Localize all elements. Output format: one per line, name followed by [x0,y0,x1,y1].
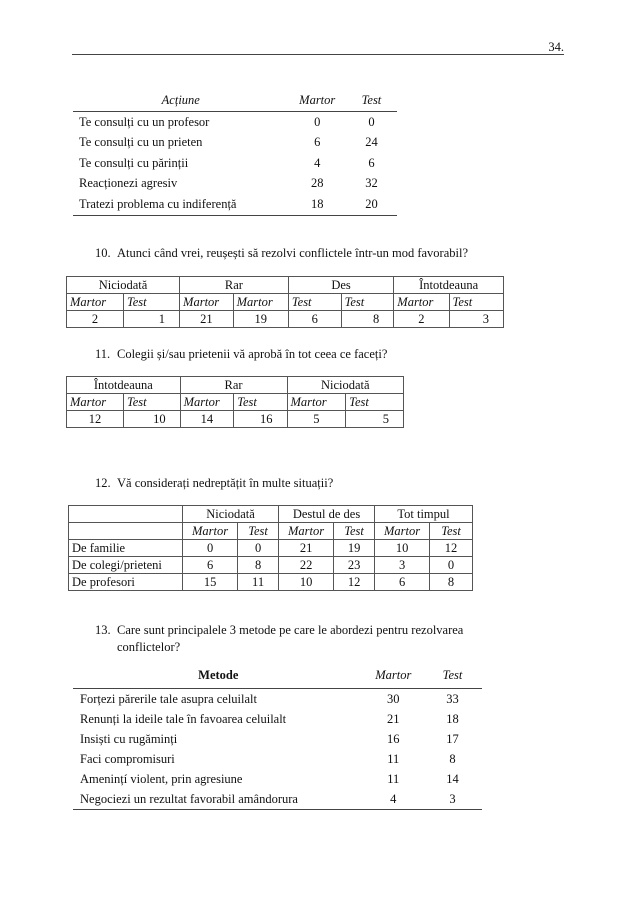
cell-value: 16 [387,731,400,746]
sub-header: Test [123,294,179,311]
cell-value: 20 [346,194,397,215]
group-header-row [67,277,504,294]
cell-value: 30 [387,691,400,706]
row-label: Negociezi un rezultat favorabil amândorura [73,789,364,810]
table-row [73,112,397,133]
cell-value: 24 [365,135,378,150]
cell-value: 8 [430,574,473,591]
cell-value: 32 [365,176,378,191]
sub-header-row [67,394,404,411]
table-row [69,540,473,557]
row-label: De colegi/prieteni [69,557,183,574]
cell-value: 23 [334,557,375,574]
question-number: 11. [95,347,111,361]
group-header: Destul de des [279,506,375,523]
column-header: Acțiune [73,89,289,112]
row-label: Forțezi părerile tale asupra celuilalt [80,691,257,706]
question-13 [95,622,463,656]
sub-header: Martor [287,394,346,411]
cell-value: 4 [314,155,321,170]
question-text: Atunci când vrei, reușești să rezolvi conflictele într-un mod favorabil? [117,246,469,260]
sub-header: Martor [180,394,234,411]
sub-header: Test [449,294,503,311]
empty-corner-cell [69,506,183,523]
sub-header: Martor [233,294,288,311]
cell-value: 12 [430,540,473,557]
cell-value: 14 [180,411,234,428]
methods-table [73,663,482,810]
sub-header: Martor [279,523,334,540]
sub-header: Test [334,523,375,540]
table-row [73,789,482,810]
group-header-row [69,506,473,523]
question-11 [95,347,387,362]
sub-header-row [67,294,504,311]
cell-value: 0 [368,114,375,129]
column-header: Metode [73,663,364,689]
cell-value: 0 [183,540,238,557]
cell-value: 6 [375,574,430,591]
cell-value: 0 [314,114,321,129]
row-label: Te consulți cu un profesor [79,114,210,129]
column-header: Test [346,89,397,112]
cell-value: 12 [67,411,124,428]
cell-value: 6 [314,135,321,150]
sub-header: Martor [183,523,238,540]
row-label: Renunți la ideile tale în favoarea celuilalt [80,711,287,726]
cell-value: 6 [288,311,341,328]
group-header: Niciodată [67,277,180,294]
cell-value: 0 [430,557,473,574]
cell-value: 6 [368,155,375,170]
question-text: Vă considerați nedreptățit în multe situații? [117,476,334,490]
row-label: Te consulți cu un prieten [79,135,203,150]
cell-value: 18 [446,711,459,726]
cell-value: 1 [123,311,179,328]
q12-table [68,505,473,591]
row-label: Reacționezi agresiv [79,176,178,191]
cell-value: 18 [289,194,346,215]
table-row [67,311,504,328]
table-row [73,709,482,729]
cell-value: 10 [123,411,180,428]
column-header: Martor [364,663,423,689]
group-header: Întotdeauna [67,377,181,394]
cell-value: 19 [334,540,375,557]
cell-value: 8 [341,311,394,328]
q11-table [66,376,404,428]
cell-value: 11 [387,771,400,786]
cell-value: 19 [233,311,288,328]
cell-value: 6 [183,557,238,574]
sub-header: Martor [67,394,124,411]
group-header: Niciodată [287,377,403,394]
sub-header: Test [346,394,404,411]
row-label: Te consulți cu părinții [79,155,189,170]
table-row [67,411,404,428]
row-label: Insiști cu rugăminți [80,731,178,746]
sub-header: Test [123,394,180,411]
cell-value: 2 [394,311,449,328]
q10-table [66,276,504,328]
cell-value: 16 [234,411,287,428]
cell-value: 3 [375,557,430,574]
question-text: Colegii și/sau prietenii vă aprobă în tot ceea ce faceți? [117,347,388,361]
row-label: De familie [69,540,183,557]
column-header: Test [423,663,482,689]
cell-value: 10 [279,574,334,591]
table-row [73,174,397,195]
table-row [73,133,397,154]
table-row [73,194,397,215]
cell-value: 33 [446,691,459,706]
row-label: De profesori [69,574,183,591]
sub-header: Test [341,294,394,311]
cell-value: 5 [287,411,346,428]
row-label: Tratezi problema cu indiferență [73,194,289,215]
table-header-row [73,89,397,112]
table-row [73,153,397,174]
sub-header: Test [288,294,341,311]
table-row [69,557,473,574]
row-label: Faci compromisuri [80,751,175,766]
cell-value: 0 [238,540,279,557]
sub-header-row [69,523,473,540]
empty-label-cell [69,523,183,540]
cell-value: 10 [375,540,430,557]
sub-header: Martor [375,523,430,540]
group-header: Des [288,277,393,294]
group-header: Niciodată [183,506,279,523]
sub-header: Martor [67,294,124,311]
sub-header: Test [238,523,279,540]
sub-header: Martor [394,294,449,311]
action-table [73,89,397,216]
header-rule [72,54,564,55]
row-label: Amenințí violent, prin agresiune [80,771,243,786]
table-row [73,729,482,749]
sub-header: Martor [180,294,234,311]
group-header: Întotdeauna [394,277,504,294]
question-10 [95,246,468,261]
cell-value: 5 [346,411,404,428]
page-number: 34. [548,40,564,54]
column-header: Martor [289,89,346,112]
group-header: Rar [180,277,289,294]
question-number: 13. [95,623,111,637]
table-row [73,689,482,710]
cell-value: 14 [446,771,459,786]
cell-value: 21 [279,540,334,557]
cell-value: 28 [310,176,324,191]
question-text: Care sunt principalele 3 metode pe care le abordezi pentru rezolvarea [117,623,464,637]
table-row [73,749,482,769]
sub-header: Test [430,523,473,540]
cell-value: 8 [238,557,279,574]
table-header-row [73,663,482,689]
cell-value: 11 [238,574,279,591]
cell-value: 2 [67,311,124,328]
cell-value: 3 [423,789,482,810]
question-number: 12. [95,476,111,490]
group-header: Tot timpul [375,506,473,523]
cell-value: 8 [449,751,456,766]
cell-value: 3 [449,311,503,328]
question-text-continued: conflictelor? [117,640,181,654]
cell-value: 11 [387,751,400,766]
question-number: 10. [95,246,111,260]
cell-value: 15 [183,574,238,591]
question-12 [95,476,333,491]
cell-value: 21 [180,311,234,328]
group-header: Rar [180,377,287,394]
table-row [73,769,482,789]
cell-value: 4 [364,789,423,810]
cell-value: 21 [387,711,400,726]
cell-value: 17 [446,731,459,746]
table-row [69,574,473,591]
group-header-row [67,377,404,394]
cell-value: 12 [334,574,375,591]
sub-header: Test [234,394,287,411]
cell-value: 22 [279,557,334,574]
